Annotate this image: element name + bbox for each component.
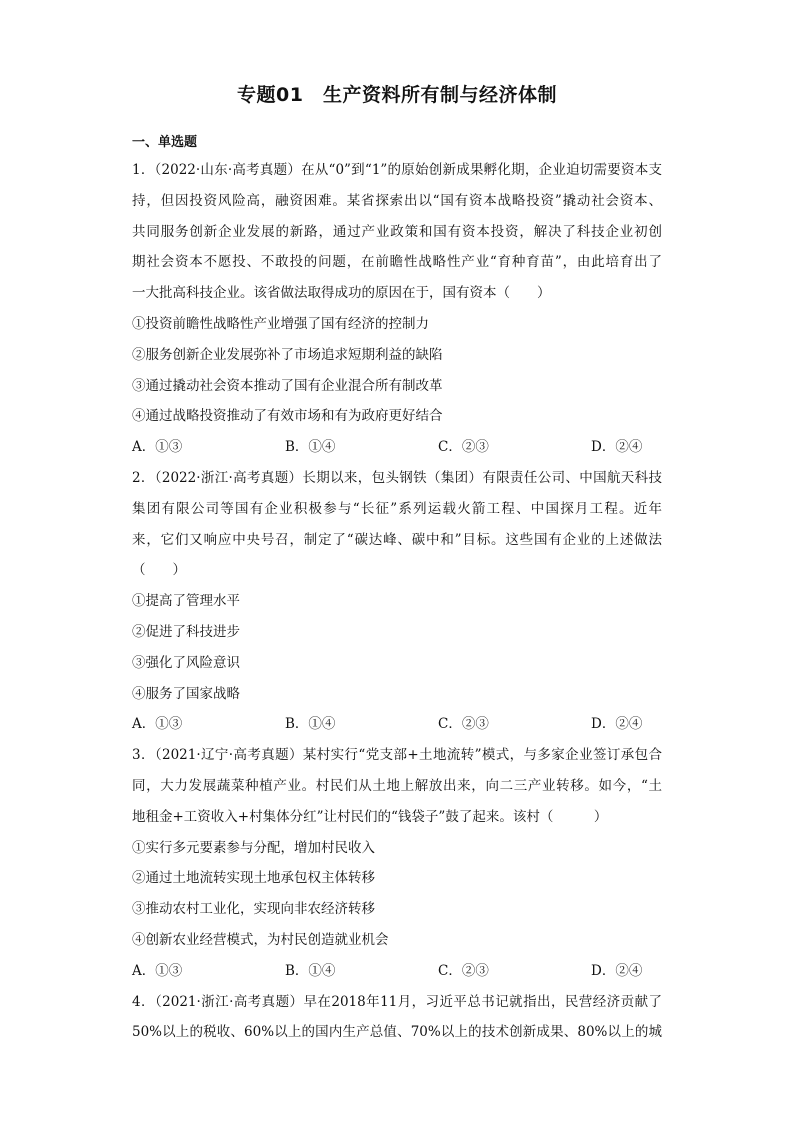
- statement: ③推动农村工业化，实现向非农经济转移: [132, 901, 375, 918]
- question-2: [132, 463, 662, 740]
- question-stem-line: 3．（2021·辽宁·高考真题）某村实行“党支部+土地流转”模式，与多家企业签订承包合: [132, 747, 662, 764]
- statement: ④创新农业经营模式，为村民创造就业机会: [132, 931, 389, 948]
- question-stem-line: （ ）: [132, 562, 186, 579]
- section-heading: 一、单选题: [132, 135, 198, 150]
- statement: ④通过战略投资推动了有效市场和有为政府更好结合: [132, 408, 443, 425]
- option-b: B．①④: [285, 439, 336, 456]
- option-c: C．②③: [438, 716, 489, 733]
- question-4: [132, 987, 662, 1049]
- question-stem-line: 同，大力发展蔬菜种植产业。村民们从土地上解放出来，向二三产业转移。如今，“土: [132, 777, 662, 794]
- statement: ②促进了科技进步: [132, 623, 240, 640]
- question-stem-line: 集团有限公司等国有企业积极参与“长征”系列运载火箭工程、中国探月工程。近年: [132, 500, 662, 517]
- statement: ②服务创新企业发展弥补了市场追求短期利益的缺陷: [132, 346, 443, 363]
- option-a: A．①③: [132, 716, 183, 733]
- question-stem-line: 4．（2021·浙江·高考真题）早在2018年11月，习近平总书记就指出，民营经济贡献了: [132, 993, 662, 1010]
- question-stem-line: 2．（2022·浙江·高考真题）长期以来，包头钢铁（集团）有限责任公司、中国航天科技: [132, 469, 662, 486]
- question-stem-line: 1．（2022·山东·高考真题）在从“0”到“1”的原始创新成果孵化期，企业迫切需要资本支: [132, 162, 662, 178]
- statement: ④服务了国家战略: [132, 685, 240, 702]
- question-stem-line: 50%以上的税收、60%以上的国内生产总值、70%以上的技术创新成果、80%以上的城: [132, 1024, 662, 1041]
- option-a: A．①③: [132, 439, 183, 456]
- question-3: [132, 740, 662, 986]
- option-c: C．②③: [438, 962, 489, 979]
- statement: ①实行多元要素参与分配，增加村民收入: [132, 839, 375, 856]
- statement: ①投资前瞻性战略性产业增强了国有经济的控制力: [132, 315, 429, 332]
- statement: ③通过撬动社会资本推动了国有企业混合所有制改革: [132, 377, 443, 394]
- question-stem-line: 共同服务创新企业发展的新路，通过产业政策和国有资本投资，解决了科技企业初创: [132, 223, 662, 240]
- question-stem-line: 持，但因投资风险高，融资困难。某省探索出以“国有资本战略投资”撬动社会资本、: [132, 192, 662, 209]
- question-list: [132, 155, 662, 1048]
- answer-options: [132, 956, 662, 987]
- question-stem-line: 一大批高科技企业。该省做法取得成功的原因在于，国有资本（ ）: [132, 285, 551, 302]
- option-d: D．②④: [591, 439, 643, 456]
- option-b: B．①④: [285, 962, 336, 979]
- option-d: D．②④: [591, 716, 643, 733]
- statement: ①提高了管理水平: [132, 593, 240, 610]
- statement: ②通过土地流转实现土地承包权主体转移: [132, 870, 375, 887]
- page-title: 专题01 生产资料所有制与经济体制: [237, 84, 557, 106]
- option-d: D．②④: [591, 962, 643, 979]
- answer-options: [132, 432, 662, 463]
- question-stem-line: 期社会资本不愿投、不敢投的问题，在前瞻性战略性产业“育种育苗”，由此培育出了: [132, 254, 662, 271]
- answer-options: [132, 709, 662, 740]
- question-1: [132, 155, 662, 463]
- question-stem-line: 地租金+工资收入+村集体分红”让村民们的“钱袋子”鼓了起来。该村（ ）: [132, 808, 608, 825]
- option-a: A．①③: [132, 962, 183, 979]
- option-b: B．①④: [285, 716, 336, 733]
- statement: ③强化了风险意识: [132, 654, 240, 671]
- option-c: C．②③: [438, 439, 489, 456]
- question-stem-line: 来，它们又响应中央号召，制定了“碳达峰、碳中和”目标。这些国有企业的上述做法: [132, 531, 662, 548]
